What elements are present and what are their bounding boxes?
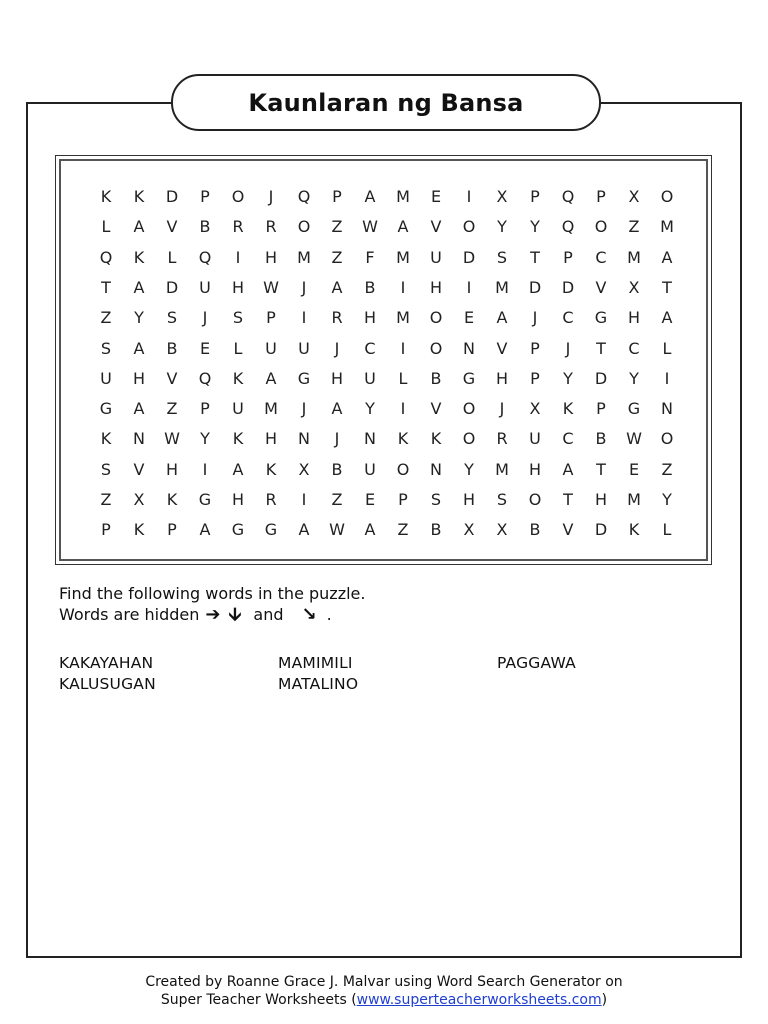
grid-letter: A <box>562 459 574 479</box>
grid-letter: P <box>596 187 606 206</box>
grid-letter: Q <box>198 368 212 388</box>
grid-letter: H <box>231 277 245 297</box>
grid-letter: G <box>594 308 608 328</box>
grid-letter: H <box>264 429 278 449</box>
grid-letter: I <box>400 399 406 419</box>
grid-letter: A <box>298 520 310 540</box>
grid-letter: S <box>496 490 508 509</box>
grid-letter: H <box>594 490 608 509</box>
grid-letter: M <box>495 459 509 479</box>
grid-letter: O <box>660 429 674 449</box>
grid-letter: D <box>594 520 608 540</box>
grid-letter: H <box>264 247 278 267</box>
grid-letter: M <box>264 399 278 419</box>
grid-letter: M <box>396 308 410 328</box>
grid-letter: T <box>530 247 540 267</box>
grid-letter: H <box>363 308 377 328</box>
grid-letter: V <box>430 399 442 419</box>
grid-letter: Z <box>331 490 343 509</box>
instruction-line-2 <box>59 605 332 625</box>
grid-letter: K <box>232 368 244 388</box>
grid-letter: A <box>331 399 343 419</box>
grid-letter: W <box>263 277 279 297</box>
grid-letter: K <box>100 429 112 449</box>
grid-letter: U <box>232 399 244 419</box>
grid-letter: J <box>301 399 307 419</box>
grid-letter: G <box>264 520 278 540</box>
grid-letter: A <box>397 217 409 237</box>
grid-letter: S <box>100 338 112 358</box>
grid-letter: A <box>496 308 508 328</box>
grid-letter: I <box>664 368 670 388</box>
grid-letter: L <box>662 338 672 358</box>
grid-letter: Y <box>464 459 474 479</box>
word-item: MAMIMILI <box>278 654 353 672</box>
grid-letter: I <box>301 308 307 328</box>
grid-letter: T <box>596 459 606 479</box>
grid-letter: P <box>596 399 606 419</box>
grid-letter: U <box>364 368 376 388</box>
instruction-period: . <box>326 605 332 624</box>
grid-letter: E <box>364 490 376 509</box>
grid-letter: P <box>530 368 540 388</box>
grid-letter: D <box>165 277 179 297</box>
grid-letter: P <box>332 187 342 206</box>
grid-letter: R <box>232 217 244 237</box>
grid-letter: F <box>365 247 375 267</box>
grid-letter: A <box>364 520 376 540</box>
grid-letter: N <box>661 399 673 419</box>
grid-letter: E <box>199 338 211 358</box>
grid-letter: Z <box>100 490 112 509</box>
grid-letter: Z <box>661 459 673 479</box>
grid-letter: H <box>627 308 641 328</box>
grid-letter: C <box>562 429 574 449</box>
grid-letter: I <box>466 277 472 297</box>
grid-letter: T <box>563 490 573 509</box>
grid-letter: U <box>100 368 112 388</box>
grid-letter: Z <box>331 247 343 267</box>
grid-letter: A <box>133 399 145 419</box>
grid-letter: H <box>132 368 146 388</box>
grid-letter: L <box>101 217 111 237</box>
grid-letter: L <box>167 247 177 267</box>
grid-letter: X <box>628 277 640 297</box>
grid-letter: V <box>430 217 442 237</box>
grid-letter: Y <box>497 217 507 237</box>
grid-letter: R <box>496 429 508 449</box>
grid-letter: G <box>198 490 212 509</box>
grid-letter: O <box>429 338 443 358</box>
grid-letter: J <box>565 338 571 358</box>
grid-letter: L <box>233 338 243 358</box>
grid-letter: C <box>628 338 640 358</box>
grid-letter: J <box>532 308 538 328</box>
grid-letter: T <box>662 277 672 297</box>
grid-letter: G <box>627 399 641 419</box>
grid-letter: P <box>530 187 540 206</box>
grid-letter: A <box>133 338 145 358</box>
grid-letter: O <box>462 217 476 237</box>
grid-letter: N <box>463 338 475 358</box>
grid-letter: Q <box>99 247 113 267</box>
grid-letter: M <box>627 247 641 267</box>
grid-letter: M <box>297 247 311 267</box>
grid-letter: X <box>298 459 310 479</box>
grid-letter: X <box>529 399 541 419</box>
grid-letter: Z <box>397 520 409 540</box>
grid-letter: O <box>528 490 542 509</box>
grid-letter: A <box>199 520 211 540</box>
grid-letter: Q <box>198 247 212 267</box>
grid-letter: P <box>167 520 177 540</box>
grid-letter: S <box>100 459 112 479</box>
grid-letter: I <box>400 277 406 297</box>
grid-letter: P <box>101 520 111 540</box>
grid-letter: M <box>396 247 410 267</box>
grid-letter: K <box>133 187 145 206</box>
grid-letter: J <box>301 277 307 297</box>
grid-letter: U <box>298 338 310 358</box>
grid-letter: X <box>496 520 508 540</box>
grid-letter: S <box>496 247 508 267</box>
grid-letter: A <box>364 187 376 206</box>
footer-source <box>0 991 768 1009</box>
grid-letter: R <box>265 217 277 237</box>
grid-letter: B <box>529 520 541 540</box>
grid-letter: U <box>265 338 277 358</box>
grid-letter: K <box>628 520 640 540</box>
grid-letter: K <box>133 247 145 267</box>
instruction-line-1: Find the following words in the puzzle. <box>59 584 366 603</box>
instruction-prefix: Words are hidden <box>59 605 200 624</box>
grid-letter: C <box>562 308 574 328</box>
grid-letter: U <box>364 459 376 479</box>
grid-letter: P <box>200 399 210 419</box>
grid-letter: O <box>231 187 245 206</box>
grid-letter: O <box>462 429 476 449</box>
instruction-and: and <box>253 605 284 624</box>
grid-letter: J <box>268 187 274 206</box>
grid-letter: G <box>231 520 245 540</box>
grid-letter: W <box>329 520 345 540</box>
grid-letter: P <box>200 187 210 206</box>
grid-letter: H <box>528 459 542 479</box>
grid-letter: X <box>133 490 145 509</box>
grid-letter: O <box>297 217 311 237</box>
grid-letter: K <box>133 520 145 540</box>
grid-letter: D <box>594 368 608 388</box>
grid-letter: D <box>528 277 542 297</box>
grid-letter: C <box>364 338 376 358</box>
footer-source-prefix: Super Teacher Worksheets ( <box>160 992 357 1008</box>
grid-letter: O <box>429 308 443 328</box>
grid-letter: L <box>662 520 672 540</box>
grid-letter: C <box>595 247 607 267</box>
grid-letter: H <box>165 459 179 479</box>
grid-letter: J <box>499 399 505 419</box>
grid-letter: R <box>265 490 277 509</box>
title-banner <box>171 74 601 131</box>
grid-letter: N <box>364 429 376 449</box>
grid-letter: H <box>495 368 509 388</box>
grid-letter: Z <box>628 217 640 237</box>
grid-letter: P <box>530 338 540 358</box>
grid-letter: Y <box>530 217 540 237</box>
grid-letter: N <box>298 429 310 449</box>
grid-letter: I <box>400 338 406 358</box>
grid-letter: A <box>133 217 145 237</box>
grid-letter: K <box>100 187 112 206</box>
grid-letter: U <box>529 429 541 449</box>
grid-letter: T <box>596 338 606 358</box>
grid-letter: K <box>430 429 442 449</box>
grid-letter: X <box>463 520 475 540</box>
grid-letter: M <box>495 277 509 297</box>
grid-letter: O <box>594 217 608 237</box>
grid-letter: R <box>331 308 343 328</box>
grid-letter: O <box>462 399 476 419</box>
grid-letter: A <box>661 308 673 328</box>
footer-source-suffix: ) <box>601 992 608 1008</box>
grid-letter: P <box>563 247 573 267</box>
arrow-down-icon: 🡫 <box>228 604 242 625</box>
grid-letter: Q <box>561 217 575 237</box>
grid-letter: O <box>396 459 410 479</box>
grid-letter: B <box>331 459 343 479</box>
grid-letter: O <box>660 187 674 206</box>
grid-letter: Z <box>331 217 343 237</box>
grid-letter: A <box>133 277 145 297</box>
grid-letter: Y <box>200 429 210 449</box>
puzzle-box <box>55 155 712 565</box>
grid-letter: K <box>265 459 277 479</box>
grid-letter: I <box>202 459 208 479</box>
grid-letter: W <box>626 429 642 449</box>
grid-letter: V <box>133 459 145 479</box>
grid-letter: G <box>297 368 311 388</box>
word-item: KALUSUGAN <box>59 675 156 693</box>
grid-letter: B <box>430 520 442 540</box>
grid-letter: B <box>595 429 607 449</box>
grid-letter: X <box>628 187 640 206</box>
grid-letter: V <box>562 520 574 540</box>
grid-letter: K <box>232 429 244 449</box>
grid-letter: P <box>398 490 408 509</box>
grid-letter: K <box>397 429 409 449</box>
grid-letter: V <box>496 338 508 358</box>
grid-letter: K <box>562 399 574 419</box>
grid-letter: U <box>430 247 442 267</box>
grid-letter: X <box>496 187 508 206</box>
grid-letter: N <box>133 429 145 449</box>
grid-letter: T <box>101 277 111 297</box>
grid-letter: Q <box>561 187 575 206</box>
grid-letter: S <box>166 308 178 328</box>
grid-letter: V <box>595 277 607 297</box>
grid-letter: M <box>627 490 641 509</box>
grid-letter: Q <box>297 187 311 206</box>
grid-letter: A <box>661 247 673 267</box>
grid-letter: A <box>265 368 277 388</box>
grid-letter: Y <box>662 490 672 509</box>
source-link[interactable]: www.superteacherworksheets.com <box>356 992 602 1008</box>
grid-letter: I <box>301 490 307 509</box>
grid-letter: Y <box>629 368 639 388</box>
grid-letter: J <box>334 429 340 449</box>
grid-letter: H <box>330 368 344 388</box>
grid-letter: S <box>232 308 244 328</box>
grid-letter: U <box>199 277 211 297</box>
arrow-right-icon: ➔ <box>205 604 221 625</box>
grid-letter: M <box>396 187 410 206</box>
grid-letter: V <box>166 368 178 388</box>
grid-letter: V <box>166 217 178 237</box>
grid-letter: A <box>232 459 244 479</box>
grid-letter: K <box>166 490 178 509</box>
grid-letter: B <box>166 338 178 358</box>
grid-letter: Y <box>134 308 144 328</box>
grid-letter: B <box>199 217 211 237</box>
grid-letter: W <box>164 429 180 449</box>
grid-letter: H <box>429 277 443 297</box>
grid-letter: J <box>202 308 208 328</box>
footer-credit: Created by Roanne Grace J. Malvar using Word Search Generator on <box>145 974 623 990</box>
grid-letter: D <box>462 247 476 267</box>
grid-letter: H <box>462 490 476 509</box>
grid-letter: E <box>628 459 640 479</box>
grid-letter: H <box>231 490 245 509</box>
word-item: KAKAYAHAN <box>59 654 154 672</box>
grid-letter: P <box>266 308 276 328</box>
word-item: PAGGAWA <box>497 654 576 672</box>
grid-letter: B <box>430 368 442 388</box>
grid-letter: I <box>235 247 241 267</box>
grid-letter: B <box>364 277 376 297</box>
grid-letter: E <box>430 187 442 206</box>
grid-letter: I <box>466 187 472 206</box>
grid-letter: J <box>334 338 340 358</box>
grid-letter: D <box>165 187 179 206</box>
word-item: MATALINO <box>278 675 359 693</box>
grid-letter: E <box>463 308 475 328</box>
arrow-diagonal-icon: ↘ <box>301 604 317 625</box>
grid-letter: S <box>430 490 442 509</box>
grid-letter: Y <box>563 368 573 388</box>
grid-letter: Z <box>166 399 178 419</box>
grid-letter: G <box>462 368 476 388</box>
grid-letter: D <box>561 277 575 297</box>
grid-letter: W <box>362 217 378 237</box>
grid-letter: Z <box>100 308 112 328</box>
worksheet-title: Kaunlaran ng Bansa <box>248 88 524 117</box>
grid-letter: M <box>660 217 674 237</box>
grid-letter: N <box>430 459 442 479</box>
grid-letter: Y <box>365 399 375 419</box>
grid-letter: L <box>398 368 408 388</box>
grid-letter: A <box>331 277 343 297</box>
grid-letter: G <box>99 399 113 419</box>
